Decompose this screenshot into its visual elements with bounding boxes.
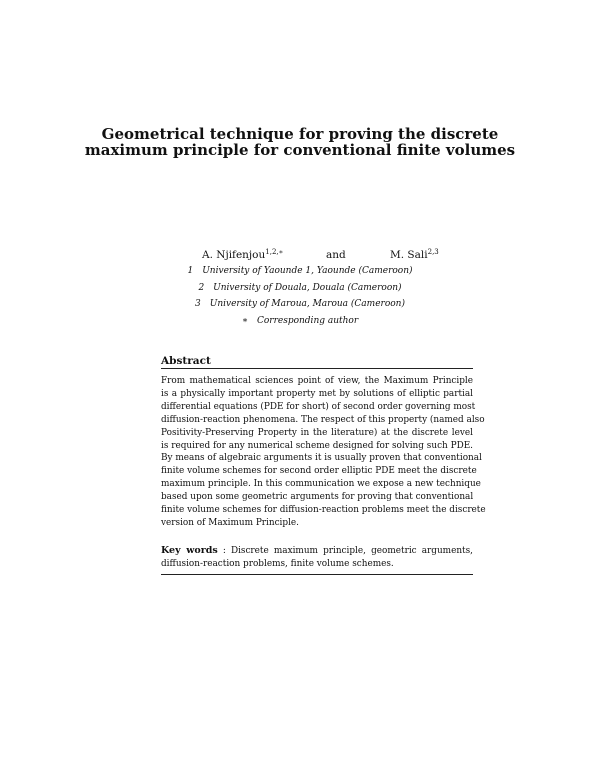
author-1-name: A. Njifenjou bbox=[202, 249, 266, 261]
abstract-line: finite volume schemes for second order elliptic PDE meet the discrete bbox=[161, 466, 477, 477]
affiliation-mark: 2 bbox=[198, 283, 205, 293]
abstract-line: diffusion-reaction phenomena. The respect of this property (named also bbox=[161, 414, 485, 425]
keywords-bottom-rule bbox=[161, 574, 473, 575]
affiliation-1 bbox=[0, 266, 600, 276]
affiliation-text: University of Douala, Douala (Cameroon) bbox=[213, 283, 402, 293]
affiliation-2 bbox=[0, 283, 600, 293]
affiliation-3 bbox=[0, 299, 600, 309]
keywords-separator: : bbox=[217, 546, 231, 556]
author-2-affiliation-marks: 2,3 bbox=[427, 248, 439, 256]
author-1-affiliation-marks: 1,2,∗ bbox=[265, 248, 284, 256]
abstract-line: By means of algebraic arguments it is usually proven that conventional bbox=[161, 453, 482, 464]
keywords-block bbox=[161, 544, 473, 571]
affiliation-text: University of Maroua, Maroua (Cameroon) bbox=[209, 299, 405, 309]
abstract-line: From mathematical sciences point of view, the Maximum Principle bbox=[161, 376, 473, 386]
abstract-line: differential equations (PDE for short) of second order governing most bbox=[161, 401, 476, 412]
affiliation-mark: ∗ bbox=[241, 316, 248, 326]
affiliation-text: University of Yaounde 1, Yaounde (Cameroon) bbox=[202, 266, 413, 276]
abstract-line: Positivity-Preserving Property in the literature) at the discrete level bbox=[161, 427, 473, 438]
author-conjunction: and bbox=[326, 249, 346, 261]
abstract-heading: Abstract bbox=[161, 355, 211, 367]
abstract-body bbox=[161, 375, 486, 530]
keywords-text-1: Discrete maximum principle, geometric arguments, bbox=[230, 546, 473, 556]
title-line-1: Geometrical technique for proving the discrete bbox=[101, 125, 499, 143]
author-2 bbox=[390, 249, 439, 261]
keywords-label: Key words bbox=[161, 545, 218, 556]
abstract-line: version of Maximum Principle. bbox=[161, 517, 299, 528]
abstract-line: is required for any numerical scheme designed for solving such PDE. bbox=[161, 440, 473, 451]
keywords-line-2: diffusion-reaction problems, finite volume schemes. bbox=[161, 559, 394, 569]
affiliation-mark: 1 bbox=[187, 266, 194, 276]
affiliation-text: Corresponding author bbox=[256, 316, 359, 326]
author-1 bbox=[202, 249, 283, 261]
abstract-line: finite volume schemes for diffusion-reaction problems meet the discrete bbox=[161, 505, 486, 516]
keywords-line-1 bbox=[161, 544, 473, 558]
title-line-2: maximum principle for conventional finite volumes bbox=[84, 141, 516, 159]
abstract-top-rule bbox=[161, 368, 473, 369]
author-2-name: M. Sali bbox=[390, 249, 428, 261]
paper-title bbox=[60, 126, 540, 158]
abstract-line: based upon some geometric arguments for proving that conventional bbox=[161, 492, 474, 503]
abstract-line: maximum principle. In this communication we expose a new technique bbox=[161, 479, 481, 490]
abstract-line: is a physically important property met by solutions of elliptic partial bbox=[161, 388, 473, 399]
affiliation-mark: 3 bbox=[195, 299, 201, 309]
affiliation-corresponding bbox=[0, 316, 600, 326]
